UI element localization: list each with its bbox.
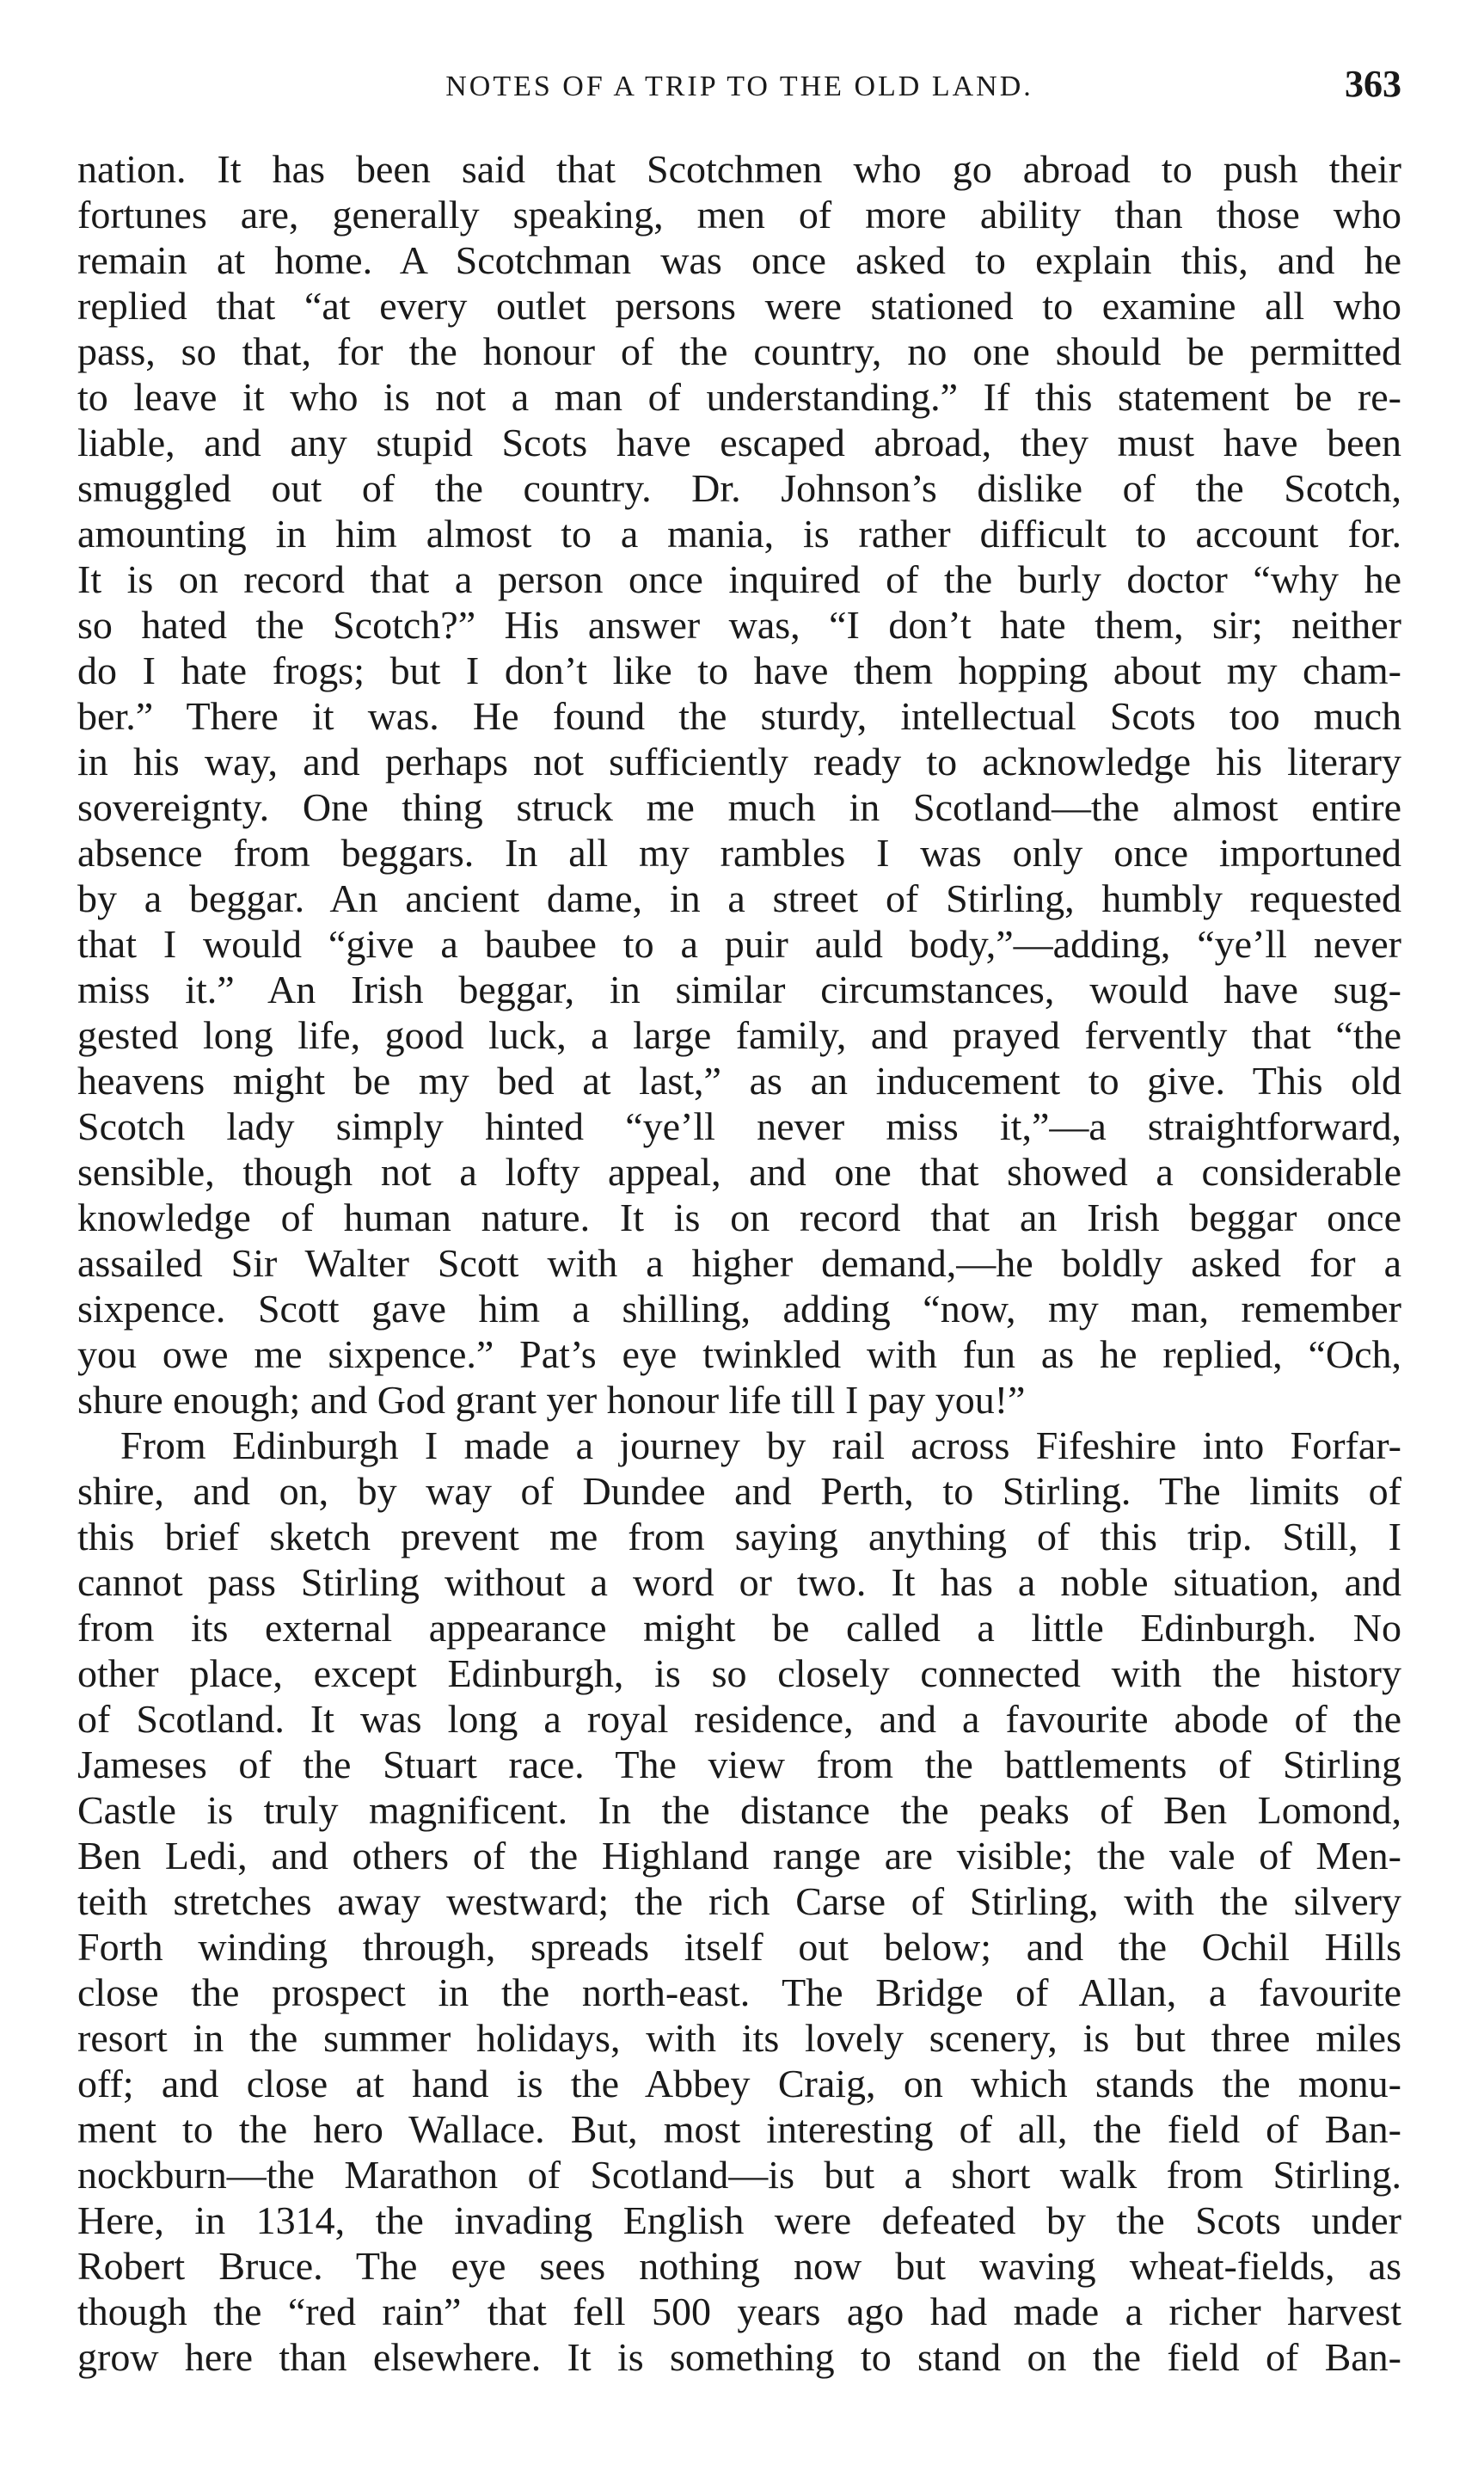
running-head [77,52,1401,112]
text-line: knowledge of human nature. It is on record that an Irish beggar once [77,1196,1401,1239]
text-line: Castle is truly magnificent. In the distance the peaks of Ben Lomond, [77,1788,1401,1832]
text-line: teith stretches away westward; the rich Carse of Stirling, with the silvery [77,1879,1401,1923]
text-line: you owe me sixpence.” Pat’s eye twinkled with fun as he replied, “Och, [77,1332,1401,1376]
text-line: do I hate frogs; but I don’t like to have them hopping about my cham- [77,648,1401,692]
text-line: of Scotland. It was long a royal residence, and a favourite abode of the [77,1697,1401,1741]
text-line: amounting in him almost to a mania, is rather difficult to account for. [77,512,1401,556]
paragraph-1 [77,146,1401,1423]
text-line: sovereignty. One thing struck me much in Scotland—the almost entire [77,785,1401,829]
text-line: shure enough; and God grant yer honour life till I pay you!” [77,1378,1026,1422]
text-line: Forth winding through, spreads itself out below; and the Ochil Hills [77,1925,1401,1969]
text-line: other place, except Edinburgh, is so closely connected with the history [77,1651,1401,1695]
text-line: smuggled out of the country. Dr. Johnson’s dislike of the Scotch, [77,466,1401,510]
text-line: ment to the hero Wallace. But, most interesting of all, the field of Ban- [77,2107,1401,2151]
text-line: close the prospect in the north-east. The Bridge of Allan, a favourite [77,1970,1401,2014]
text-line: absence from beggars. In all my rambles I was only once importuned [77,831,1401,875]
text-line: so hated the Scotch?” His answer was, “I don’t hate them, sir; neither [77,603,1401,647]
text-line: to leave it who is not a man of understanding.” If this statement be re- [77,375,1401,419]
text-line: fortunes are, generally speaking, men of more ability than those who [77,193,1401,237]
text-line: shire, and on, by way of Dundee and Perth, to Stirling. The limits of [77,1469,1401,1513]
page-number: 363 [1345,63,1401,105]
text-line: assailed Sir Walter Scott with a higher demand,—he boldly asked for a [77,1241,1401,1285]
text-line: by a beggar. An ancient dame, in a street of Stirling, humbly requested [77,876,1401,920]
text-line: though the “red rain” that fell 500 years ago had made a richer harvest [77,2290,1401,2333]
text-line: miss it.” An Irish beggar, in similar circumstances, would have sug- [77,968,1401,1011]
text-line: It is on record that a person once inquired of the burly doctor “why he [77,557,1401,601]
text-line: in his way, and perhaps not sufficiently ready to acknowledge his literary [77,740,1401,784]
text-line: sixpence. Scott gave him a shilling, adding “now, my man, remember [77,1287,1401,1331]
text-line: Scotch lady simply hinted “ye’ll never miss it,”—a straightforward, [77,1104,1401,1148]
text-line: pass, so that, for the honour of the country, no one should be permitted [77,329,1401,373]
text-line: remain at home. A Scotchman was once asked to explain this, and he [77,238,1401,282]
text-line: grow here than elsewhere. It is something to stand on the field of Ban- [77,2335,1401,2379]
text-line: liable, and any stupid Scots have escaped abroad, they must have been [77,421,1401,464]
text-line: ber.” There it was. He found the sturdy, intellectual Scots too much [77,694,1401,738]
text-line: this brief sketch prevent me from saying anything of this trip. Still, I [77,1515,1401,1558]
text-line: Jameses of the Stuart race. The view from the battlements of Stirling [77,1743,1401,1786]
text-line: gested long life, good luck, a large family, and prayed fervently that “the [77,1013,1401,1057]
text-line: Ben Ledi, and others of the Highland range are visible; the vale of Men- [77,1834,1401,1878]
text-line: from its external appearance might be called a little Edinburgh. No [77,1606,1401,1650]
text-line: nockburn—the Marathon of Scotland—is but a short walk from Stirling. [77,2153,1401,2197]
running-title: NOTES OF A TRIP TO THE OLD LAND. [445,71,1033,102]
text-line: off; and close at hand is the Abbey Craig, on which stands the monu- [77,2062,1401,2105]
text-line: From Edinburgh I made a journey by rail across Fifeshire into Forfar- [120,1423,1401,1467]
text-line: resort in the summer holidays, with its lovely scenery, is but three miles [77,2016,1401,2060]
text-line: sensible, though not a lofty appeal, and one that showed a considerable [77,1150,1401,1194]
body-text [77,146,1401,2380]
text-line: replied that “at every outlet persons were stationed to examine all who [77,284,1401,328]
paragraph-2 [77,1423,1401,2380]
text-line: Robert Bruce. The eye sees nothing now but waving wheat-fields, as [77,2244,1401,2288]
text-line: cannot pass Stirling without a word or two. It has a noble situation, and [77,1560,1401,1604]
book-page [77,52,1401,2443]
text-line: nation. It has been said that Scotchmen who go abroad to push their [77,147,1401,191]
text-line: Here, in 1314, the invading English were defeated by the Scots under [77,2198,1401,2242]
text-line: that I would “give a baubee to a puir auld body,”—adding, “ye’ll never [77,922,1401,966]
text-line: heavens might be my bed at last,” as an inducement to give. This old [77,1059,1401,1103]
